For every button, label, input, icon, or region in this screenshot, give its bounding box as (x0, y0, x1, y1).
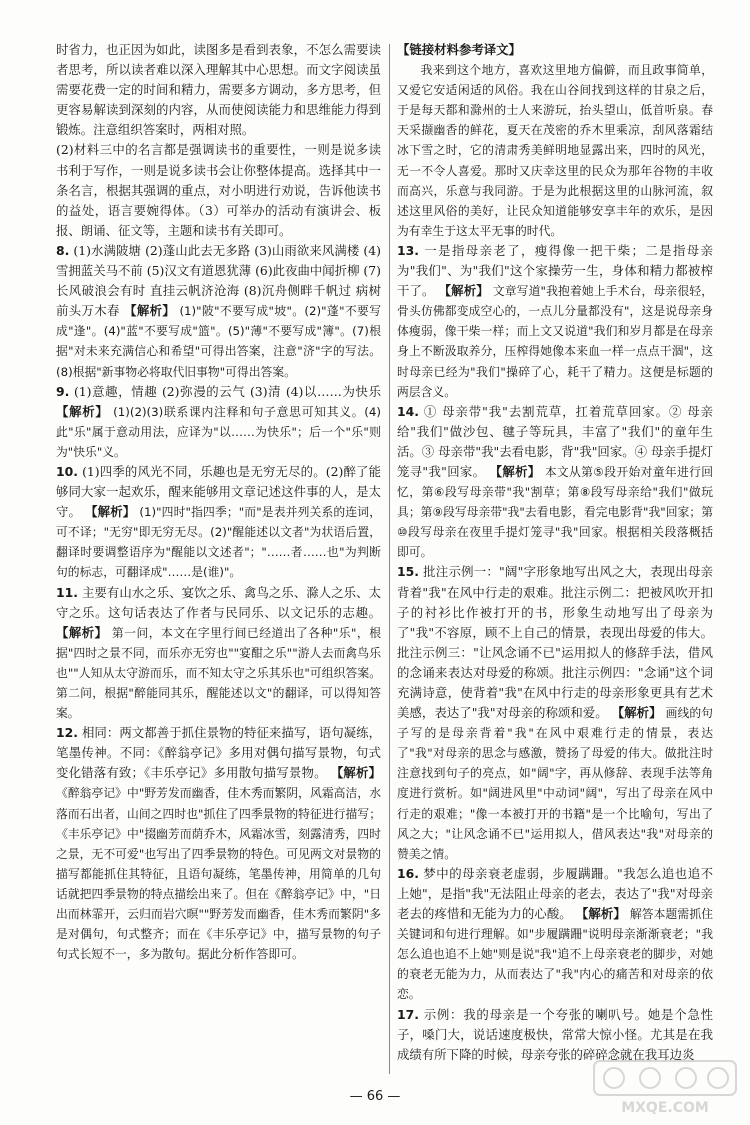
question-12 (56, 723, 381, 964)
answer-text: 批注示例一："阔"字形象地写出风之大，表现出母亲背着"我"在风中行走的艰难。批注示例二：把被风吹开扣子的衬衫比作被打开的书，形象生动地写出了母亲为了"我"不容原，顾不上自己的情景，表现出母爱的伟大。批注示例三："让风念诵不已"运用拟人的修辞手法，借风的念诵来表达对母爱的称颂。批注示例四："念诵"这个词充满诗意，使背着"我"在风中行走的母亲形象更具有艺术美感，表达了"我"对母亲的称颂和爱。 (397, 564, 713, 721)
left-column (56, 40, 381, 964)
question-11 (56, 583, 381, 724)
watermark-text: MXQE.COM (621, 1100, 709, 1116)
analysis-tag: 【解析】 (575, 906, 626, 922)
question-8 (56, 241, 381, 382)
question-number: 12. (56, 725, 78, 741)
question-number: 15. (397, 564, 419, 580)
analysis-tag: 【解析】 (56, 403, 109, 419)
question-number: 13. (397, 242, 419, 258)
answer-text: (1)意趣，情趣 (2)弥漫的云气 (3)清 (4)以……为快乐 (73, 383, 381, 399)
column-divider (389, 44, 390, 1074)
question-9 (56, 382, 381, 462)
question-13 (397, 241, 713, 402)
answer-text: ① 母亲带"我"去割荒草，扛着荒草回家。② 母亲给"我们"做沙包、毽子等玩具，丰富了"我们"的童年生活。③ 母亲带"我"去看电影，背"我"回家。④ 母亲手提灯笼寻"我"回家。 (397, 403, 713, 479)
question-14 (397, 402, 713, 563)
question-number: 14. (397, 403, 419, 419)
answer-text: (1)水满陂塘 (2)蓬山此去无多路 (3)山雨欲来风满楼 (4)雪拥蓝关马不前 (5)汉文有道恩犹薄 (6)此夜曲中闻折柳 (7)长风破浪会有时 直挂云帆济沧海 (8)沉舟侧畔千帆过 病树前头万木春 (56, 242, 381, 319)
analysis-tag: 【解析】 (85, 504, 136, 520)
question-17 (397, 1005, 713, 1065)
reference-translation-text: 我来到这个地方，喜欢这里地方偏僻，而且政事简单，又爱它安适闲适的风俗。我在山谷间找到这样的甘泉之后，于是每天都和滁州的士人来游玩，抬头望山，低首听泉。春天采撷幽香的鲜花，夏天在茂密的乔木里乘凉，刮风落霜结冰下雪之时，它的清肃秀美鲜明地显露出来，四时的风光，无一不令人喜爱。那时又庆幸这里的民众为那年谷物的丰收而高兴，乐意与我同游。于是为此根据这里的山脉河流，叙述这里风俗的美好，让民众知道能够安享丰年的欢乐，是因为有幸生于这太平无事的时代。 (397, 63, 713, 238)
watermark-logo (590, 1057, 740, 1117)
analysis-tag: 【解析】 (489, 463, 541, 479)
answer-text: 梦中的母亲衰老虚弱，步履蹒跚。"我怎么追也追不上她"，是指"我"无法阻止母亲的老去，表达了"我"对母亲老去的疼惜和无能为力的心酸。 (397, 865, 713, 922)
question-number: 17. (397, 1006, 419, 1022)
answer-text: 一是指母亲老了，瘦得像一把干柴；二是指母亲为"我们"、为"我们"这个家操劳一生，身体和精力都被榨干了。 (397, 242, 713, 299)
question-number: 16. (397, 865, 419, 881)
analysis-text: 本文从第⑤段开始对童年进行回忆，第⑥段写母亲带"我"割草；第⑧段写母亲给"我们"做玩具；第⑨段写母亲带"我"去看电影，看完电影背"我"回家；第⑩段写母亲在夜里手提灯笼寻"我"回家。根据相关段落概括即可。 (397, 464, 714, 560)
reference-translation-title: 【链接材料参考译文】 (397, 42, 521, 57)
right-column (397, 40, 713, 1065)
question-number: 8. (56, 242, 70, 258)
analysis-text: 《醉翁亭记》中"野芳发而幽香，佳木秀而繁阴，风霜高洁，水落而石出者，山间之四时也"抓住了四季景物的特征进行描写；《丰乐亭记》中"掇幽芳而荫乔木，风霜冰雪，刻露清秀，四时之景，无不可爱"也写出了四季景物的特色。可见两文对景物的描写都能抓住其特征，且语句凝练，笔墨传神，用简单的几句话就把四季景物的特点描绘出来了。但在《醉翁亭记》中，"日出而林霏开，云归而岩穴暝""野芳发而幽香，佳木秀而繁阴"多是对偶句，句式整齐；而在《丰乐亭记》中，描写景物的句子句式长短不一，多为散句。据此分析作答即可。 (56, 786, 381, 962)
analysis-text: 解答本题需抓住关键词和句进行理解。如"步履蹒跚"说明母亲渐渐衰老；"我怎么追也追不上她"则是说"我"追不上母亲衰老的脚步，对她的衰老无能为力，从而表达了"我"内心的痛苦和对母亲的依恋。 (397, 907, 714, 1002)
answer-text: 相同：两文都善于抓住景物的特征来描写，语句凝练，笔墨传神。不同：《醉翁亭记》多用对偶句描写景物，句式变化错落有致；《丰乐亭记》多用散句描写景物。 (56, 725, 381, 781)
analysis-tag: 【解析】 (56, 624, 108, 640)
question-16 (397, 864, 713, 1005)
question-number: 10. (56, 463, 78, 479)
analysis-text: (1)(2)(3)联系课内注释和句子意思可知其义。(4)此"乐"属于意动用法，应译为"以……为快乐"；后一个"乐"则为"快乐"义。 (56, 404, 381, 459)
paragraph-quotes-advice: (2)材料三中的名言都是强调读书的重要性，一则是说多读书利于写作，一则是说多读书会让你整体提高。选择其中一条名言，根据其强调的重点，对小明进行劝说，告诉他读书的益处，语言要婉得体。（3）可举办的活动有演讲会、板报、朗诵、征文等，主题和读书有关即可。 (56, 142, 381, 238)
page-number: — 66 — (349, 1089, 401, 1104)
analysis-text: (1)"陂"不要写成"坡"。(2)"蓬"不要写成"逢"。(4)"蓝"不要写成"篮"。(5)"薄"不要写成"簿"。(7)根据"对未来充满信心和希望"可得出答案，注意"济"字的写法。(8)根据"新事物必将取代旧事物"可得出答案。 (56, 304, 382, 379)
analysis-text: (1)"四时"指四季；"而"是表并列关系的连词，可不译；"无穷"即无穷无尽。(2)"醒能述以文者"为状语后置，翻译时要调整语序为"醒能以文述者"；"……者……也"为判断句的标志，可翻译成"……是(谁)"。 (56, 505, 381, 580)
analysis-tag: 【解析】 (124, 303, 176, 319)
answer-text: 示例：我的母亲是一个夸张的喇叭号。她是个急性子，嗓门大，说话速度极快，常常大惊小怪。尤其是在我成绩有所下降的时候，母亲夸张的碎碎念就在我耳边炎 (397, 1006, 713, 1062)
question-number: 9. (56, 383, 70, 399)
analysis-tag: 【解析】 (438, 283, 489, 299)
analysis-text: 画线的句子写的是母亲背着"我"在风中艰难行走的情景，表达了"我"对母亲的思念与感激，赞扬了母爱的伟大。做批注时注意找到句子的亮点，如"阔"字，再从修辞、表现手法等角度进行赏析。如"阔进风里"中动词"阔"，写出了母亲在风中行走的艰难；"像一本被打开的书籍"是一个比喻句，写出了风之大；"让风念诵不已"运用拟人，借风表达"我"对母亲的赞美之情。 (397, 706, 713, 861)
question-number: 11. (56, 584, 78, 600)
question-15 (397, 562, 713, 863)
analysis-text: 文章写道"我抱着她上手术台，母亲很轻，骨头仿佛都变成空心的，一点儿分量都没有"，这是说母亲身体瘦弱，像干柴一样；而上文又说道"我们和岁月都是在母亲身上不断汲取养分，压榨得她像本来血一样一点点干涸"，这时母亲已经为"我们"操碎了心，耗干了精力。这便是标题的两层含义。 (397, 284, 713, 399)
question-10 (56, 462, 381, 583)
answer-text: 主要有山水之乐、宴饮之乐、禽鸟之乐、滁人之乐、太守之乐。这句话表达了作者与民同乐、以文记乐的志趣。 (56, 584, 381, 620)
paragraph-reading-analysis: 时省力，也正因为如此，读图多是看到表象，不怎么需要读者思考，所以读者难以深入理解其中心思想。而文字阅读虽需要花费一定的时间和精力，需要多方调动，多方思考，但更容易解读到深刻的内容，从而使阅读能力和思维能力得到锻炼。注意组织答案时，两相对照。 (56, 42, 381, 138)
analysis-tag: 【解析】 (611, 705, 662, 721)
answer-text: (1)四季的风光不同，乐趣也是无穷无尽的。(2)醉了能够同大家一起欢乐，醒来能够用文章记述这件事的人，是太守。 (56, 463, 381, 520)
analysis-tag: 【解析】 (330, 765, 381, 781)
analysis-text: 第一问，本文在字里行间已经道出了各种"乐"，根据"四时之景不同，而乐亦无穷也""宴酣之乐""游人去而禽鸟乐也""人知从太守游而乐，而不知太守之乐其乐也"可组织答案。第二问，根据"醉能同其乐，醒能述以文"的翻译，可以得知答案。 (56, 625, 381, 721)
